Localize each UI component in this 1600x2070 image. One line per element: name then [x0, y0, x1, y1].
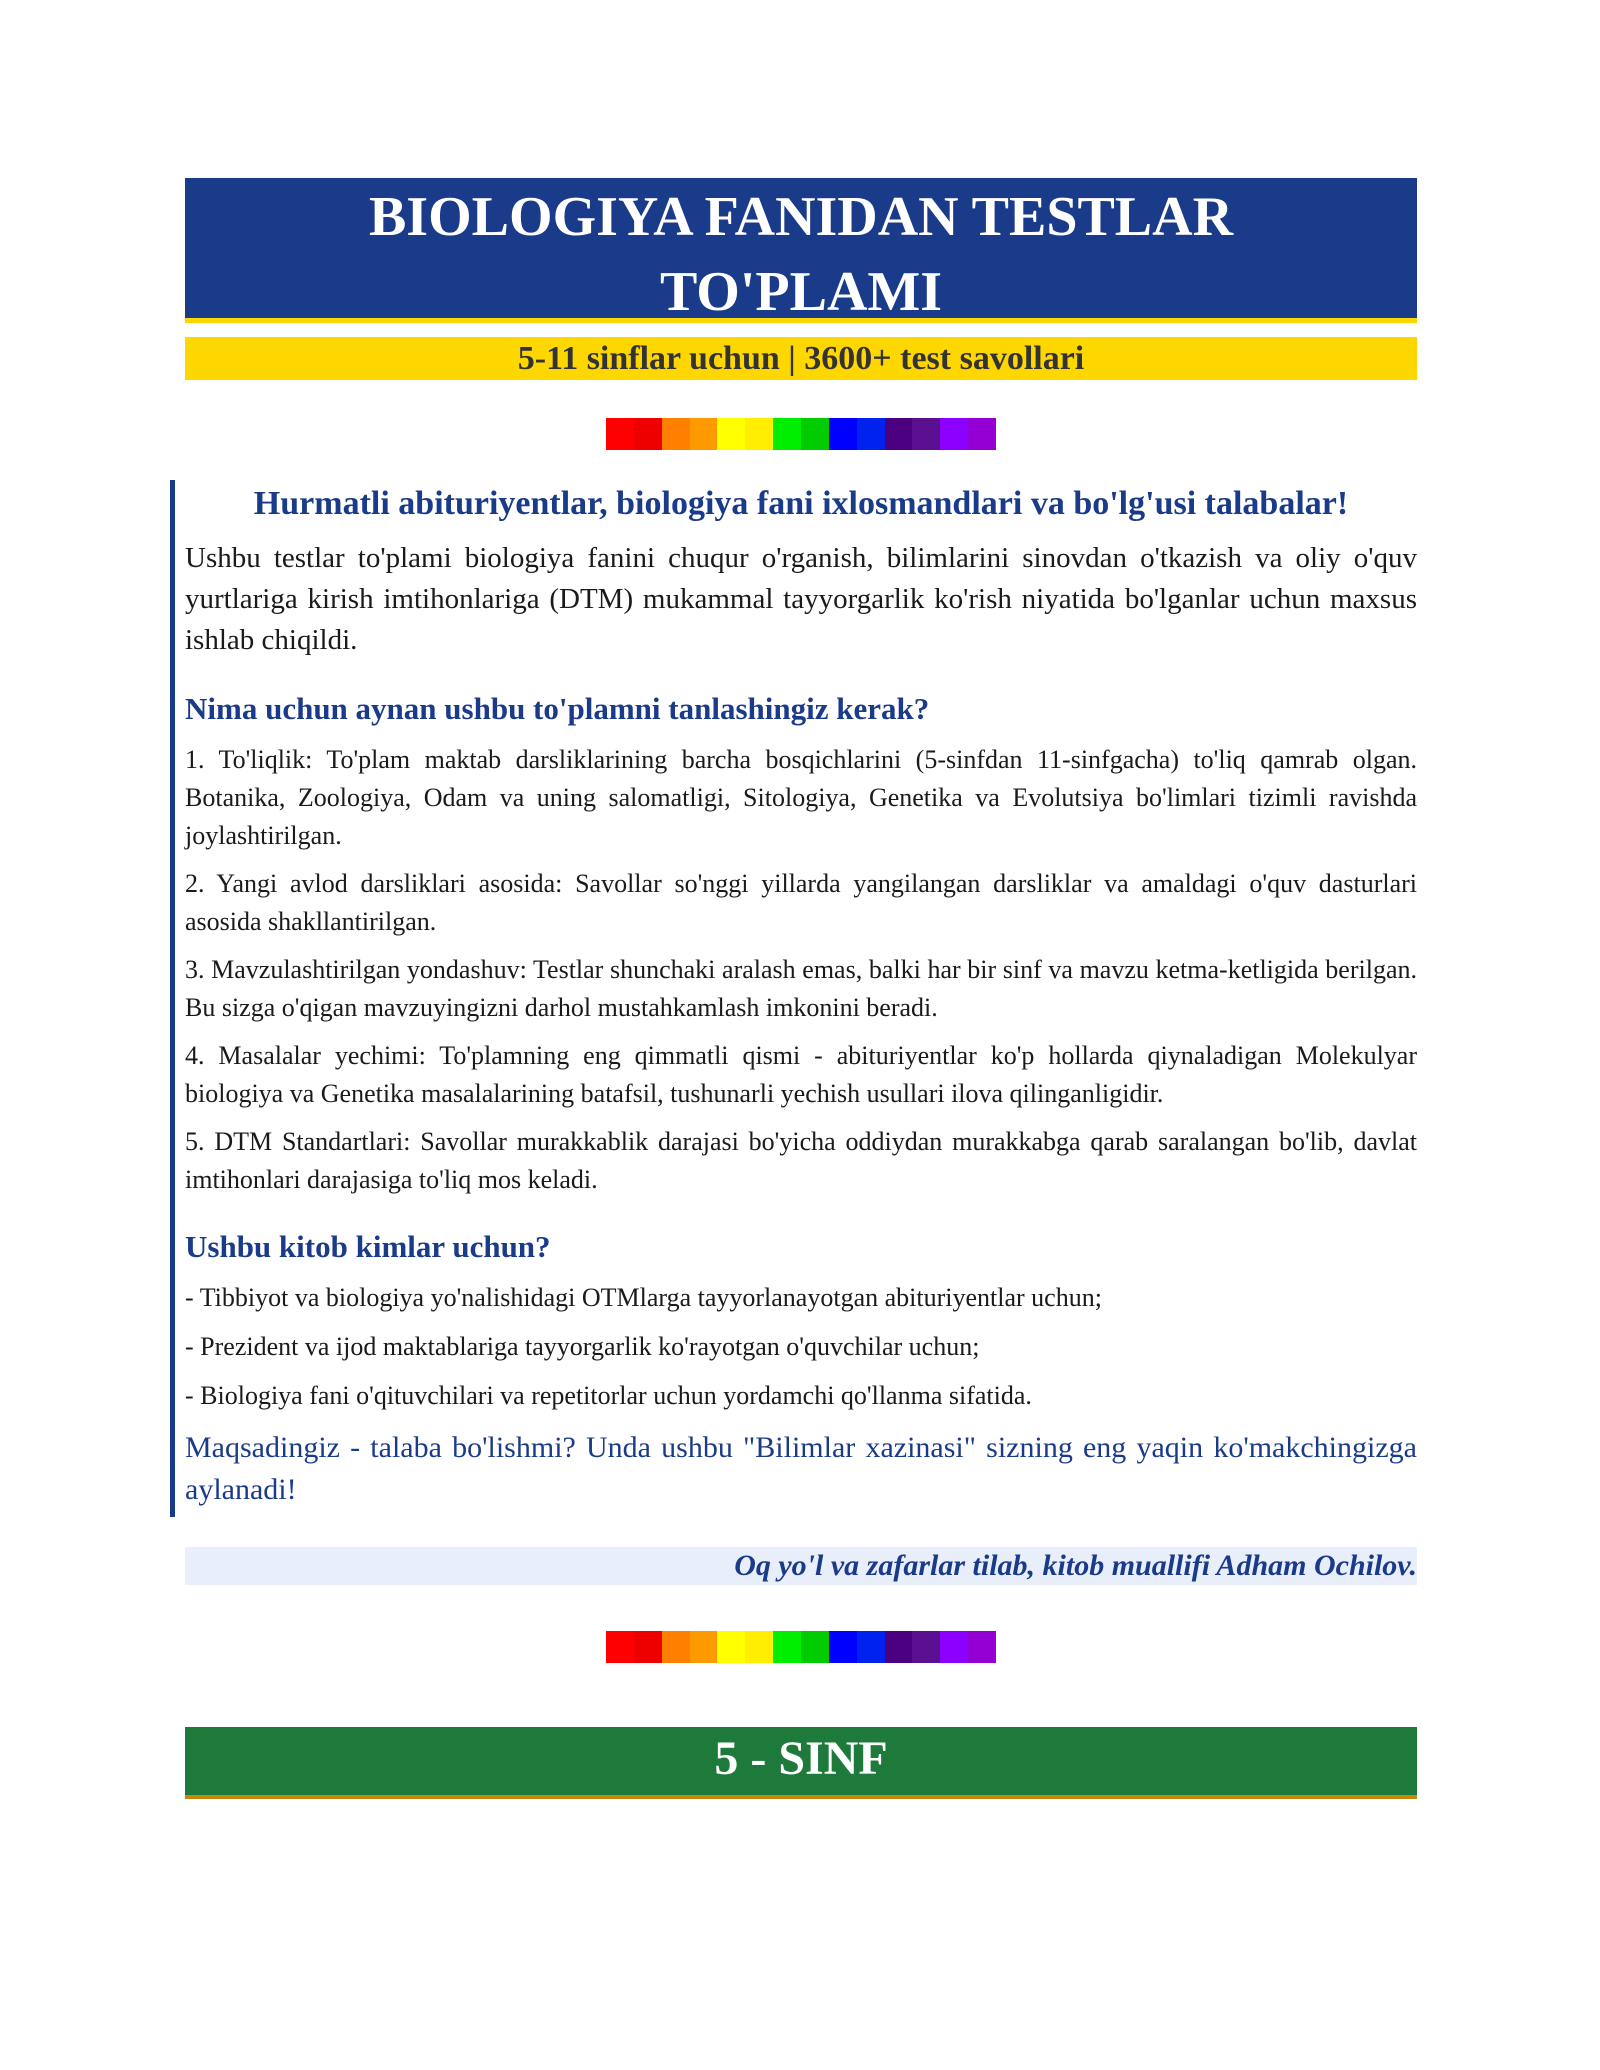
- book-title: BIOLOGIYA FANIDAN TESTLAR TO'PLAMI: [368, 186, 1234, 323]
- page: [185, 178, 1417, 1799]
- rainbow-segment: [829, 418, 857, 450]
- rainbow-segment: [690, 1631, 718, 1663]
- rainbow-segment: [968, 418, 996, 450]
- subtitle-bar: [185, 337, 1417, 380]
- rainbow-segment: [606, 1631, 634, 1663]
- signature-text: Oq yo'l va zafarlar tilab, kitob muallifi Adham Ochilov.: [734, 1549, 1417, 1582]
- why-heading: Nima uchun aynan ushbu to'plamni tanlashingiz kerak?: [185, 691, 930, 726]
- rainbow-segment: [634, 1631, 662, 1663]
- rainbow-divider-bottom: [606, 1631, 996, 1663]
- intro-paragraph: Ushbu testlar to'plami biologiya fanini chuqur o'rganish, bilimlarini sinovdan o'tkazish va oliy o'quv yurtlariga kirish imtihonlariga (DTM) mukammal tayyorgarlik ko'rish niyatida bo'lganlar uchun maxsus ishlab chiqildi.: [185, 542, 1417, 656]
- closing-paragraph: Maqsadingiz - talaba bo'lishmi? Unda ushbu "Bilimlar xazinasi" sizning eng yaqin ko'makchingizga aylanadi!: [185, 1431, 1417, 1506]
- reason-item: 2. Yangi avlod darsliklari asosida: Savollar so'nggi yillarda yangilangan darsliklar va amaldagi o'quv dasturlari asosida shakllantirilgan.: [185, 869, 1417, 936]
- section-banner: [185, 1727, 1417, 1799]
- rainbow-segment: [801, 1631, 829, 1663]
- book-subtitle: 5-11 sinflar uchun | 3600+ test savollari: [517, 340, 1085, 377]
- rainbow-segment: [829, 1631, 857, 1663]
- rainbow-segment: [745, 418, 773, 450]
- audience-item: - Prezident va ijod maktablariga tayyorgarlik ko'rayotgan o'quvchilar uchun;: [185, 1332, 980, 1361]
- rainbow-segment: [857, 418, 885, 450]
- rainbow-segment: [662, 418, 690, 450]
- rainbow-segment: [940, 418, 968, 450]
- rainbow-segment: [717, 1631, 745, 1663]
- greeting-heading: Hurmatli abituriyentlar, biologiya fani ixlosmandlari va bo'lg'usi talabalar!: [253, 485, 1349, 522]
- audience-heading: Ushbu kitob kimlar uchun?: [185, 1229, 551, 1264]
- audience-item: - Biologiya fani o'qituvchilari va repetitorlar uchun yordamchi qo'llanma sifatida.: [185, 1381, 1032, 1410]
- audience-item: - Tibbiyot va biologiya yo'nalishidagi OTMlarga tayyorlanayotgan abituriyentlar uchun;: [185, 1283, 1102, 1312]
- reason-item: 3. Mavzulashtirilgan yondashuv: Testlar shunchaki aralash emas, balki har bir sinf va mavzu ketma-ketligida berilgan. Bu sizga o'qigan mavzuyingizni darhol mustahkamlash imkonini beradi.: [185, 955, 1417, 1022]
- rainbow-segment: [885, 1631, 913, 1663]
- rainbow-segment: [773, 418, 801, 450]
- reason-item: 5. DTM Standartlari: Savollar murakkablik darajasi bo'yicha oddiydan murakkabga qarab saralangan bo'lib, davlat imtihonlari darajasiga to'liq mos keladi.: [185, 1127, 1417, 1194]
- rainbow-divider-top: [606, 418, 996, 450]
- rainbow-segment: [745, 1631, 773, 1663]
- rainbow-segment: [690, 418, 718, 450]
- rainbow-segment: [885, 418, 913, 450]
- rainbow-segment: [801, 418, 829, 450]
- book-title-banner: [185, 178, 1417, 323]
- reason-item: 4. Masalalar yechimi: To'plamning eng qimmatli qismi - abituriyentlar ko'p hollarda qiynaladigan Molekulyar biologiya va Genetika masalalarining batafsil, tushunarli yechish usullari ilova qilinganligidir.: [185, 1041, 1417, 1108]
- rainbow-segment: [662, 1631, 690, 1663]
- rainbow-segment: [773, 1631, 801, 1663]
- rainbow-segment: [717, 418, 745, 450]
- rainbow-segment: [857, 1631, 885, 1663]
- author-signature: [185, 1547, 1417, 1585]
- rainbow-segment: [606, 418, 634, 450]
- rainbow-segment: [912, 1631, 940, 1663]
- rainbow-segment: [912, 418, 940, 450]
- rainbow-segment: [940, 1631, 968, 1663]
- intro-section: [170, 480, 1417, 1517]
- reason-item: 1. To'liqlik: To'plam maktab darsliklarining barcha bosqichlarini (5-sinfdan 11-sinfgacha) to'liq qamrab olgan. Botanika, Zoologiya, Odam va uning salomatligi, Sitologiya, Genetika va Evolutsiya bo'limlari tizimli ravishda joylashtirilgan.: [185, 745, 1417, 850]
- rainbow-segment: [968, 1631, 996, 1663]
- rainbow-segment: [634, 418, 662, 450]
- section-title: 5 - SINF: [714, 1732, 888, 1785]
